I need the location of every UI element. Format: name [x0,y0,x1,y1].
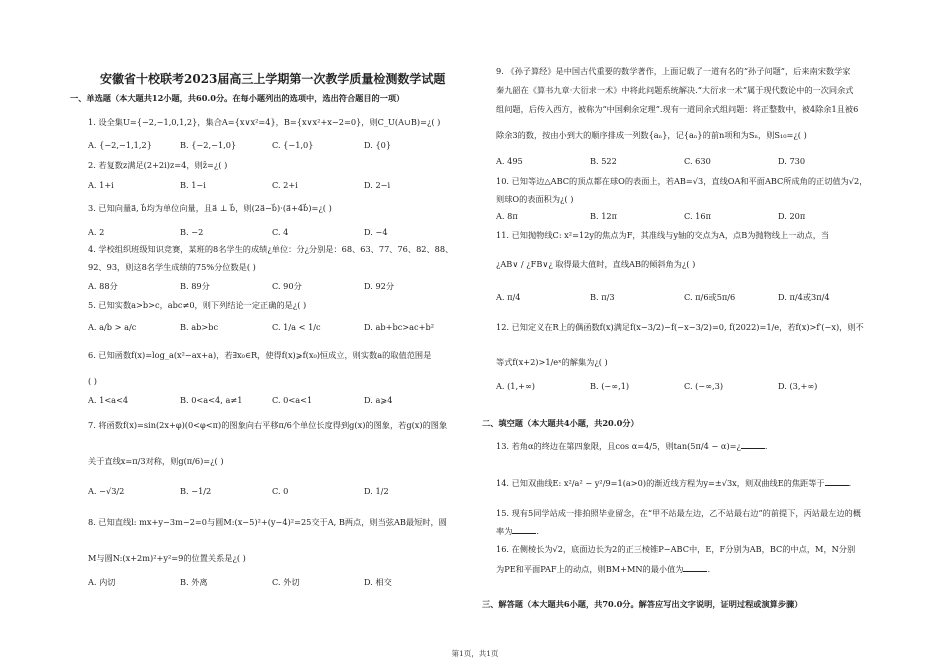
question-9-stem-line1: 9. 《孙子算经》是中国古代重要的数学著作，上面记载了一道有名的“孙子问题”，后来南宋数学家 [496,66,851,76]
question-10-stem-line2: 则球O的表面积为¿( ) [496,194,574,204]
question-13-stem: 13. 若角α的终边在第四象限，且cos α=4/5，则tan(5π/4 − α)=¿ . [496,441,768,451]
question-4-option-a: A. 88分 [88,281,118,291]
question-3-option-b: B. −2 [180,227,204,237]
question-12-option-c: C. (−∞,3) [684,381,724,391]
question-12-option-d: D. (3,+∞) [778,381,818,391]
question-2-option-c: C. 2+i [272,180,298,190]
question-15-answer-blank[interactable] [512,525,536,534]
section-single-choice-heading: 一、单选题（本大题共12小题，共60.0分。在每小题列出的选项中，选出符合题目的一项） [70,93,405,103]
question-4-option-c: C. 90分 [272,281,302,291]
question-15-text: 率为 [496,526,513,536]
question-6-option-c: C. 0<a<1 [272,395,313,405]
question-9-stem-line4: 除余3的数，按由小到大的顺序排成一列数{aₙ}，记{aₙ}的前n项和为Sₙ，则S₁₀=¿( ) [496,130,807,140]
question-6-answer-paren: ( ) [88,376,97,386]
page-footer: 第1页，共1页 [451,649,499,658]
question-2-option-a: A. 1+i [88,180,114,190]
question-1-option-b: B. {−2,−1,0} [180,140,237,150]
question-14-answer-blank[interactable] [825,477,849,486]
question-4-option-b: B. 89分 [180,281,210,291]
question-12-stem-line1: 12. 已知定义在R上的偶函数f(x)满足f(x−3/2)−f(−x−3/2)=0, f(2022)=1/e，若f(x)>f′(−x)，则不 [496,322,864,332]
question-16-text: 为PE和平面PAF上的动点，则BM+MN的最小值为 [496,564,684,574]
question-10-stem-line1: 10. 已知等边△ABC的顶点都在球O的表面上，若AB=√3，直线OA和平面ABC所成角的正切值为√2， [496,176,868,186]
question-16-stem-line1: 16. 在侧棱长为√2，底面边长为2的正三棱锥P−ABC中，E，F分别为AB，BC的中点，M，N分别 [496,544,856,554]
question-3-option-c: C. 4 [272,227,289,237]
question-15-stem-line2: 率为 . [496,526,539,536]
question-10-option-d: D. 20π [778,211,806,221]
document-title: 安徽省十校联考2023届高三上学期第一次教学质量检测数学试题 [100,72,446,86]
question-13-text: 13. 若角α的终边在第四象限，且cos α=4/5，则tan(5π/4 − α)=¿ [496,441,741,451]
question-5-stem: 5. 已知实数a>b>c，abc≠0，则下列结论一定正确的是¿( ) [88,300,307,310]
question-9-stem-line2: 秦九韶在《算书九章·大衍求一术》中将此问题系统解决.“大衍求一术”属于现代数论中的一次同余式 [496,85,854,95]
question-5-option-a: A. a/b > a/c [88,322,137,332]
question-8-option-b: B. 外离 [180,577,208,587]
question-9-option-d: D. 730 [778,156,806,166]
question-6-stem: 6. 已知函数f(x)=log_a(x²−ax+a)，若∃x₀∈R，使得f(x)⩾f(x₀)恒成立，则实数a的取值范围是 [88,350,432,360]
question-8-option-d: D. 相交 [364,577,392,587]
question-10-option-c: C. 16π [684,211,711,221]
question-1-option-c: C. {−1,0} [272,140,314,150]
question-6-option-a: A. 1<a<4 [88,395,129,405]
question-12-option-a: A. (1,+∞) [496,381,535,391]
question-1-stem: 1. 设全集U={−2,−1,0,1,2}，集合A={x∨x²=4}，B={x∨x²+x−2=0}，则C_U(A∪B)=¿( ) [88,117,441,127]
question-7-stem-line1: 7. 将函数f(x)=sin(2x+φ)(0<φ<π)的图象向右平移π/6个单位长度得到g(x)的图象，若g(x)的图象 [88,420,448,430]
question-1-option-d: D. {0} [364,140,392,150]
question-11-stem-line1: 11. 已知抛物线C: x²=12y的焦点为F，其准线与y轴的交点为A，点B为抛物线上一动点，当 [496,230,830,240]
question-4-stem-line2: 92、93，则这8名学生成绩的75%分位数是( ) [88,262,256,272]
question-7-option-a: A. −√3/2 [88,486,125,496]
question-8-stem-line2: M与圆N:(x+2m)²+y²=9的位置关系是¿( ) [88,553,246,563]
question-7-option-d: D. 1/2 [364,486,389,496]
question-11-option-c: C. π/6或5π/6 [684,292,736,302]
question-8-option-a: A. 内切 [88,577,116,587]
question-5-option-c: C. 1/a < 1/c [272,322,321,332]
question-7-stem-line2: 关于直线x=π/3对称，则g(π/6)=¿( ) [88,456,224,466]
question-8-stem-line1: 8. 已知直线l: mx+y−3m−2=0与圆M:(x−5)²+(y−4)²=25交于A, B两点，则当弦AB最短时，圆 [88,517,447,527]
question-13-answer-blank[interactable] [741,440,765,449]
question-3-option-a: A. 2 [88,227,105,237]
question-5-option-b: B. ab>bc [180,322,219,332]
question-9-option-b: B. 522 [590,156,617,166]
question-10-option-b: B. 12π [590,211,618,221]
question-11-option-a: A. π/4 [496,292,521,302]
question-7-option-c: C. 0 [272,486,289,496]
question-16-answer-blank[interactable] [683,563,707,572]
question-9-option-c: C. 630 [684,156,711,166]
question-10-option-a: A. 8π [496,211,518,221]
question-2-stem: 2. 若复数z满足(2+2i)z=4，则z̄=¿( ) [88,160,228,170]
question-6-option-b: B. 0<a<4, a≠1 [180,395,243,405]
question-9-option-a: A. 495 [496,156,523,166]
question-3-stem: 3. 已知向量a⃗, b⃗均为单位向量，且a⃗ ⊥ b⃗，则(2a⃗−b⃗)·(a⃗+4b⃗)=¿( ) [88,203,332,213]
section-solution-heading: 三、解答题（本大题共6小题，共70.0分。解答应写出文字说明，证明过程或演算步骤） [482,599,803,609]
question-2-option-d: D. 2−i [364,180,391,190]
question-11-option-d: D. π/4或3π/4 [778,292,830,302]
question-16-stem-line2: 为PE和平面PAF上的动点，则BM+MN的最小值为 . [496,564,711,574]
question-1-option-a: A. {−2,−1,1,2} [88,140,152,150]
question-14-text: 14. 已知双曲线E: x²/a² − y²/9=1(a>0)的渐近线方程为y=±√3x，则双曲线E的焦距等于 [496,478,825,488]
question-9-stem-line3: 组问题，后传入西方，被称为“中国剩余定理”.现有一道同余式组问题：将正整数中，被4除余1且被6 [496,104,859,114]
question-6-option-d: D. a⩾4 [364,395,393,405]
question-3-option-d: D. −4 [364,227,388,237]
question-11-option-b: B. π/3 [590,292,615,302]
question-15-stem-line1: 15. 现有5同学站成一排拍照毕业留念，在“甲不站最左边，乙不站最右边”的前提下，丙站最左边的概 [496,508,861,518]
section-fill-in-heading: 二、填空题（本大题共4小题，共20.0分） [482,418,639,428]
question-8-option-c: C. 外切 [272,577,300,587]
question-11-stem-line2: ¿AB∨ / ¿FB∨¿ 取得最大值时，直线AB的倾斜角为¿( ) [496,259,696,269]
question-12-option-b: B. (−∞,1) [590,381,630,391]
question-14-stem: 14. 已知双曲线E: x²/a² − y²/9=1(a>0)的渐近线方程为y=±√3x，则双曲线E的焦距等于 . [496,478,852,488]
question-4-option-d: D. 92分 [364,281,395,291]
question-4-stem-line1: 4. 学校组织班级知识竞赛，某班的8名学生的成绩¿单位：分¿分别是：68、63、77、76、82、88、 [88,244,454,254]
question-5-option-d: D. ab+bc>ac+b² [364,322,434,332]
question-12-stem-line2: 等式f(x+2)>1/eˣ的解集为¿( ) [496,357,608,367]
question-7-option-b: B. −1/2 [180,486,212,496]
question-2-option-b: B. 1−i [180,180,206,190]
